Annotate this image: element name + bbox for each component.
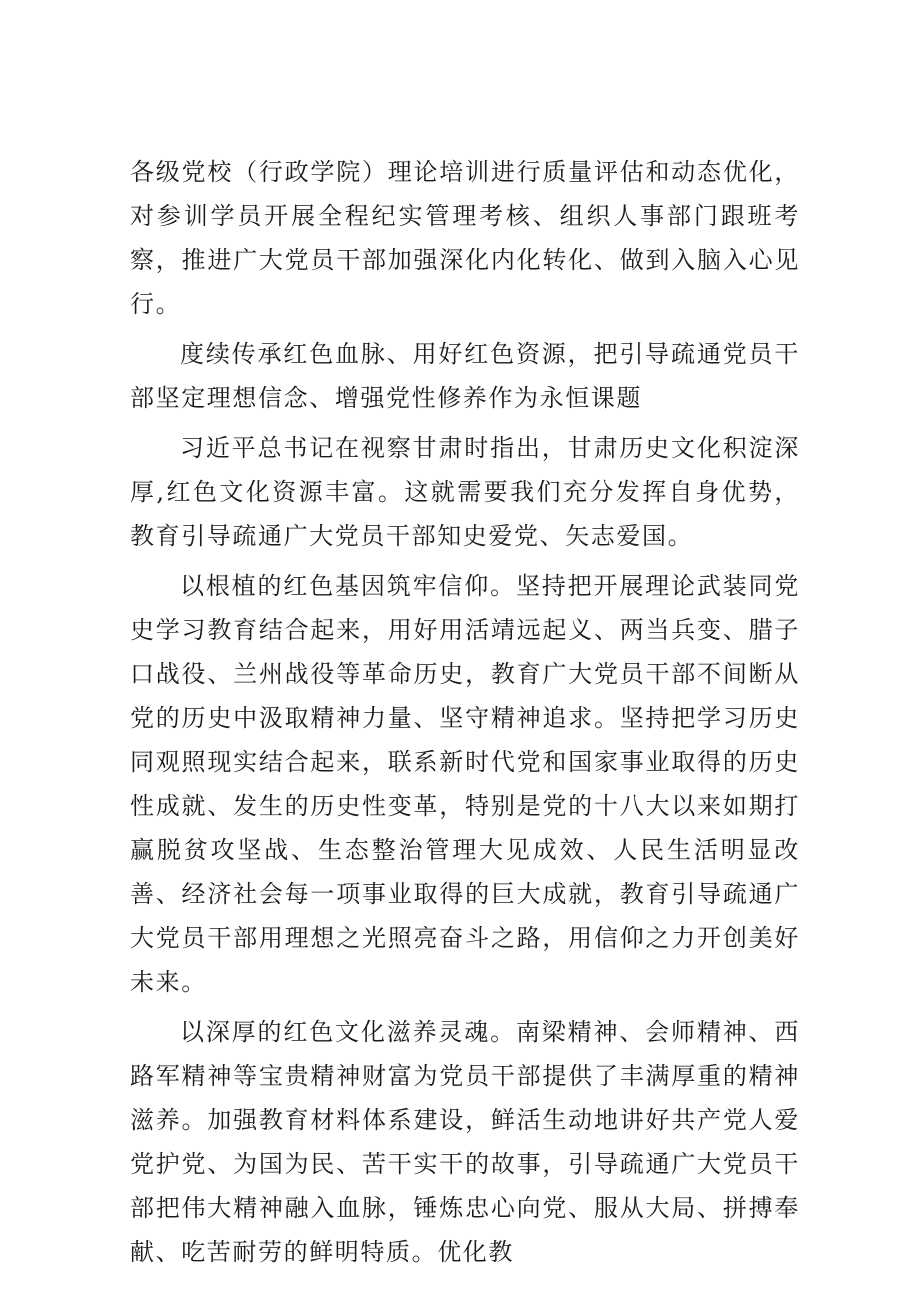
section-heading-paragraph: 度续传承红色血脉、用好红色资源，把引导疏通党员干部坚定理想信念、增强党性修养作为永恒课题	[130, 340, 800, 412]
paragraph-red-gene: 以根植的红色基因筑牢信仰。坚持把开展理论武装同党史学习教育结合起来，用好用活靖远起义、两当兵变、腊子口战役、兰州战役等革命历史，教育广大党员干部不间断从党的历史中汲取精神力量、坚守精神追求。坚持把学习历史同观照现实结合起来，联系新时代党和国家事业取得的历史性成就、发生的历史性变革，特别是党的十八大以来如期打赢脱贫攻坚战、生态整治管理大见成效、人民生活明显改善、经济社会每一项事业取得的巨大成就，教育引导疏通广大党员干部用理想之光照亮奋斗之路，用信仰之力开创美好未来。	[130, 572, 800, 996]
paragraph-continuation: 各级党校（行政学院）理论培训进行质量评估和动态优化，对参训学员开展全程纪实管理考核、组织人事部门跟班考察，推进广大党员干部加强深化内化转化、做到入脑入心见行。	[130, 158, 800, 318]
body-text	[130, 150, 800, 1280]
paragraph-red-culture: 以深厚的红色文化滋养灵魂。南梁精神、会师精神、西路军精神等宝贵精神财富为党员干部提供了丰满厚重的精神滋养。加强教育材料体系建设，鲜活生动地讲好共产党人爱党护党、为国为民、苦干实干的故事，引导疏通广大党员干部把伟大精神融入血脉，锤炼忠心向党、服从大局、拼搏奉献、吃苦耐劳的鲜明特质。优化教	[130, 1018, 800, 1266]
paragraph-quote: 习近平总书记在视察甘肃时指出，甘肃历史文化积淀深厚,红色文化资源丰富。这就需要我们充分发挥自身优势，教育引导疏通广大党员干部知史爱党、矢志爱国。	[130, 434, 800, 550]
